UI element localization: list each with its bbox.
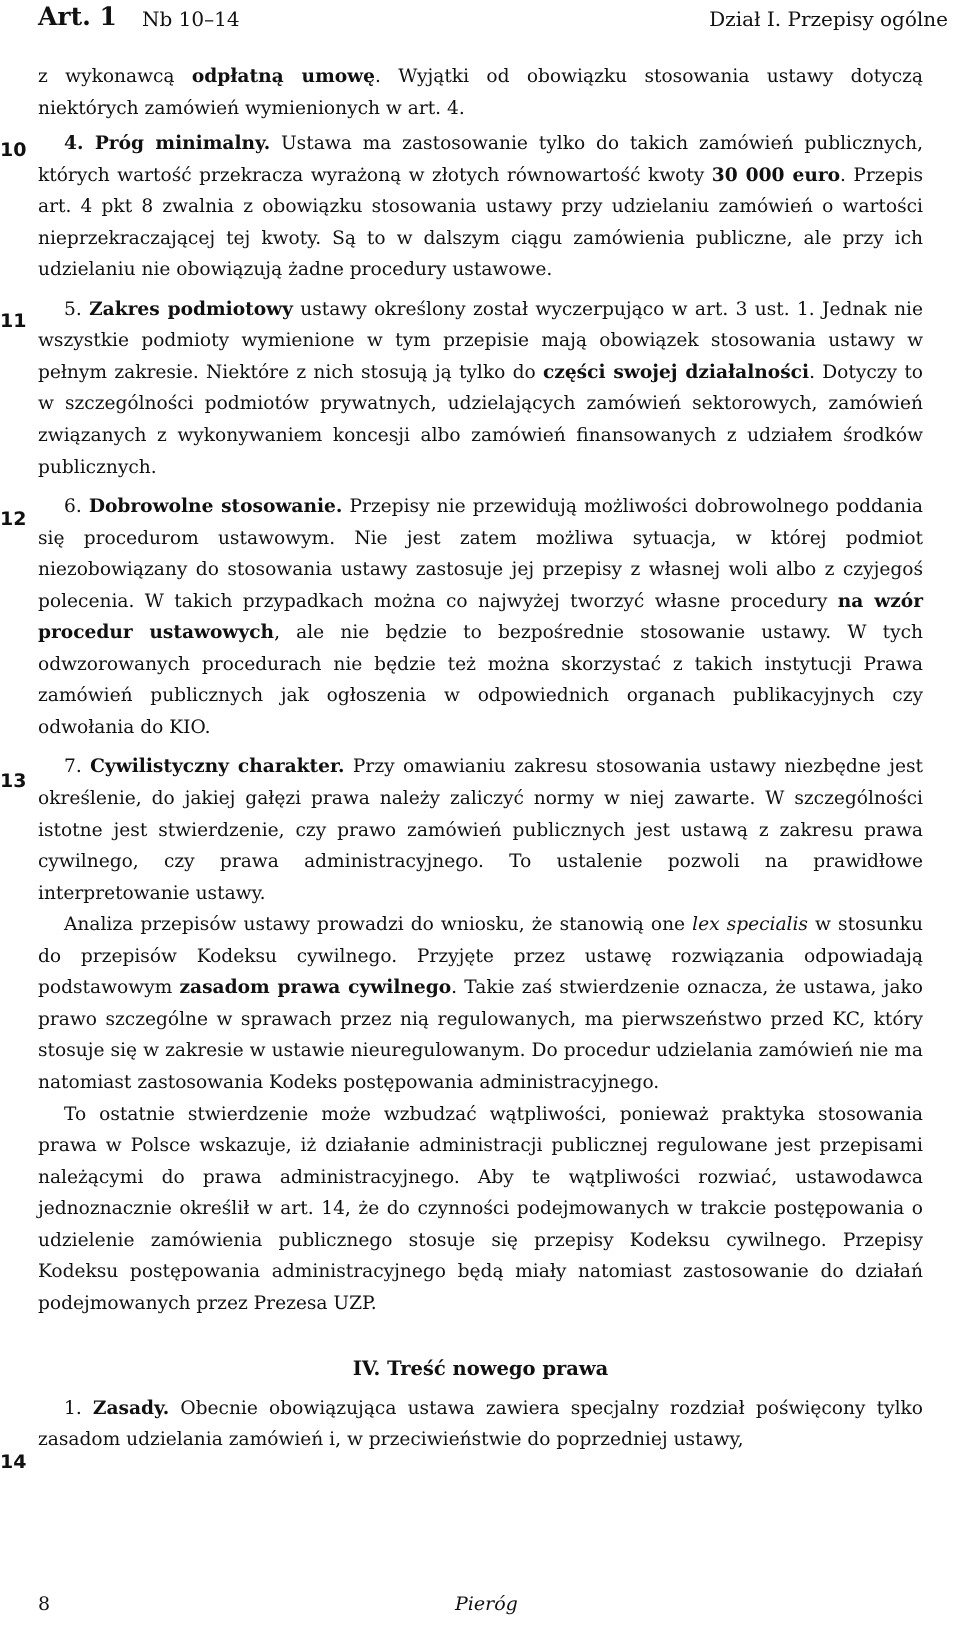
margin-number: 10 (0, 139, 27, 161)
text-run: ustawy określony został wyczerpująco w art. 3 ust. 1. Jednak nie wszystkie podmioty wymienione w tym przepisie mają obowiązek stosowania ustawy w pełnym zakresie. Niektóre z nich stosują ją tylko do (38, 298, 924, 383)
paragraph-voluntary-application (38, 491, 923, 743)
paragraph-threshold (38, 128, 923, 286)
paragraph-principles (38, 1393, 923, 1456)
text-run: To ostatnie stwierdzenie może wzbudzać wątpliwości, ponieważ praktyka stosowania prawa w Polsce wskazuje, iż działanie administracji publicznej regulowane jest przepisami należącymi do prawa administracyjnego. Aby te wątpliwości rozwiać, ustawodawca jednoznacznie określił w art. 14, że do czynności podejmowanych w trakcie postępowania o udzielenie zamówienia publicznego stosuje się przepisy Kodeksu cywilnego. Przepisy Kodeksu postępowania administracyjnego będą miały natomiast zastosowanie do działań podejmowanych przez Prezesa UZP. (38, 1103, 923, 1314)
text-run: Przy omawianiu zakresu stosowania ustawy niezbędne jest określenie, do jakiej gałęzi prawa należy zaliczyć normy w niej zawarte. W szczególności istotne jest stwierdzenie, czy prawo zamówień publicznych jest ustawą z zakresu prawa cywilnego, czy prawa administracyjnego. To ustalenie pozwoli na prawidłowe interpretowanie ustawy. (38, 756, 923, 904)
bold-term: na wzór procedur ustawowych (38, 590, 923, 644)
paragraph-subject-scope (38, 294, 923, 483)
footer-author: Pieróg (455, 1593, 518, 1615)
text-run: 1. (64, 1397, 93, 1419)
bold-term: Zakres podmiotowy (89, 298, 293, 320)
margin-number: 11 (0, 310, 27, 332)
section-heading: IV. Treść nowego prawa (352, 1357, 609, 1381)
text-run: Analiza przepisów ustawy prowadzi do wniosku, że stanowią one (64, 914, 693, 936)
paragraph-civil-character (38, 751, 923, 909)
text-run: . Wyjątki od obowiązku stosowania ustawy dotyczą niektórych zamówień wymienionych w art. 4. (38, 66, 923, 119)
margin-number: 14 (0, 1451, 27, 1473)
text-run: Ustawa ma zastosowanie tylko do takich zamówień publicznych, których wartość przekracza wyrażoną w złotych równowartość kwoty (38, 133, 923, 186)
text-run: . Przepis art. 4 pkt 8 zwalnia z obowiązku stosowania ustawy przy udzielaniu zamówień o wartości nieprzekraczającej tej kwoty. Są to w dalszym ciągu zamówienia publiczne, ale przy ich udzielaniu nie obowiązują żadne procedury ustawowe. (38, 164, 924, 281)
paragraph-administrative-doubts (38, 1099, 923, 1320)
bold-term: Cywilistyczny charakter. (90, 756, 345, 778)
text-run: Obecnie obowiązująca ustawa zawiera specjalny rozdział poświęcony tylko zasadom udzielania zamówień i, w przeciwieństwie do poprzedniej ustawy, (38, 1397, 923, 1451)
header-article: Art. 1 (38, 2, 117, 31)
paragraph-continuation (38, 61, 923, 124)
italic-term: lex specialis (692, 914, 808, 936)
margin-number: 12 (0, 508, 27, 530)
text-run: w stosunku do przepisów Kodeksu cywilnego. Przyjęte przez ustawę rozwiązania odpowiadają podstawowym (38, 914, 923, 999)
bold-term: odpłatną umowę (191, 66, 375, 87)
text-run: , ale nie będzie to bezpośrednie stosowanie ustawy. W tych odwzorowanych procedurach nie będzie też można skorzystać z takich instytucji Prawa zamówień publicznych jak ogłoszenia w odpowiednich organach publikacyjnych czy odwołania do KIO. (38, 622, 923, 738)
bold-term: zasadom prawa cywilnego (179, 977, 452, 999)
bold-term: części swojej działalności (542, 361, 810, 383)
text-run: . Takie zaś stwierdzenie oznacza, że ustawa, jako prawo szczególne w sprawach przez nią regulowanych, ma pierwszeństwo przed KC, który stosuje się w zakresie w ustawie nieuregulowanym. Do procedur udzielania zamówień nie ma natomiast zastosowania Kodeks postępowania administracyjnego. (38, 977, 923, 1093)
paragraph-lex-specialis (38, 909, 923, 1098)
text-run: Przepisy nie przewidują możliwości dobrowolnego poddania się procedurom ustawowym. Nie jest zatem możliwa sytuacja, w której podmiot niezobowiązany do stosowania ustawy zastosuje jej przepisy z własnej woli albo z czyjegoś polecenia. W takich przypadkach można co najwyżej tworzyć własne procedury (38, 496, 923, 612)
page-number: 8 (38, 1593, 51, 1615)
body-text (38, 61, 923, 1456)
running-header (38, 2, 948, 36)
text-run: . Dotyczy to w szczególności podmiotów prywatnych, udzielających zamówień sektorowych, zamówień związanych z wykonywaniem koncesji albo zamówień finansowanych z udziałem środków publicznych. (38, 361, 923, 478)
bold-term: 30 000 euro (711, 164, 841, 186)
bold-term: 4. Próg minimalny. (64, 133, 271, 155)
text-run: 6. (64, 496, 89, 518)
header-margin-range: Nb 10–14 (142, 7, 240, 31)
bold-term: Zasady. (92, 1397, 170, 1419)
text-run: 7. (64, 756, 91, 778)
margin-number: 13 (0, 770, 27, 792)
text-run: 5. (64, 298, 90, 320)
text-run: z wykonawcą (38, 66, 192, 87)
bold-term: Dobrowolne stosowanie. (88, 496, 343, 518)
header-section-title: Dział I. Przepisy ogólne (709, 7, 948, 31)
